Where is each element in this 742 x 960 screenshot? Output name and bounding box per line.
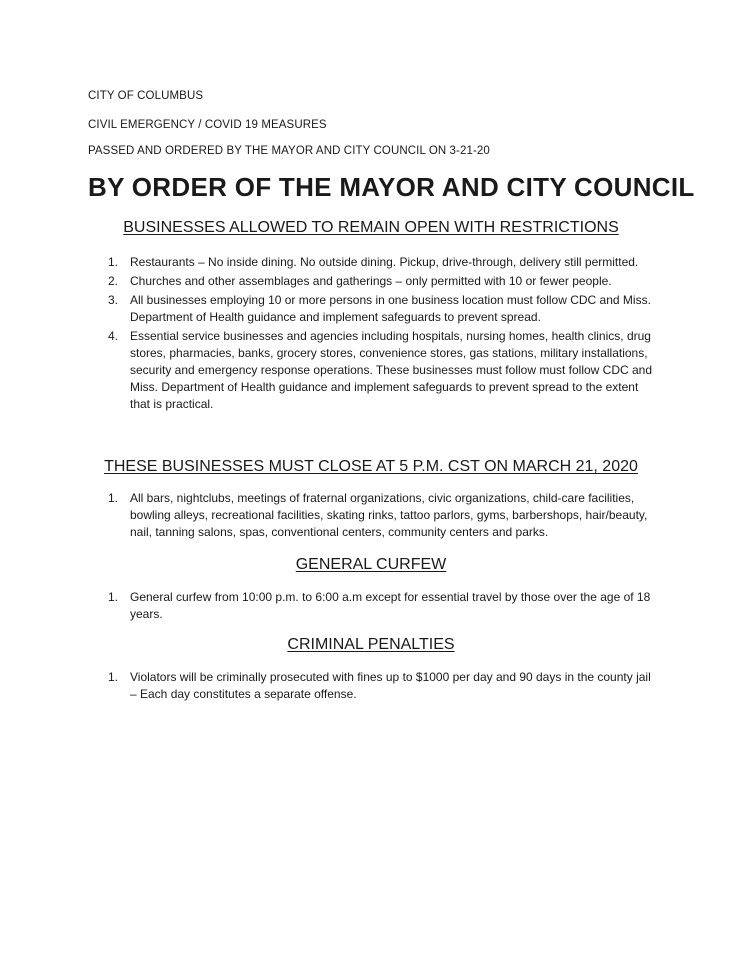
passed-date-line: PASSED AND ORDERED BY THE MAYOR AND CITY COUNCIL ON 3-21-20: [88, 145, 490, 157]
item-number: 4.: [108, 329, 119, 343]
item-number: 2.: [108, 274, 119, 288]
item-number: 1.: [108, 590, 119, 604]
item-number: 3.: [108, 293, 119, 307]
item-text: Violators will be criminally prosecuted with fines up to $1000 per day and 90 days in the county jail – Each day constitutes a separate offense.: [130, 670, 651, 701]
list-item: [108, 328, 660, 413]
list-item: [108, 254, 660, 271]
item-text: Churches and other assemblages and gatherings – only permitted with 10 or fewer people.: [130, 274, 612, 288]
main-title: BY ORDER OF THE MAYOR AND CITY COUNCIL: [88, 172, 695, 202]
item-text: Essential service businesses and agencies including hospitals, nursing homes, health clinics, drug stores, pharmacies, banks, grocery stores, convenience stores, gas stations, military installations, security and emergency response operations. These businesses must follow must follow CDC and Miss. Department of Health guidance and implement safeguards to prevent spread to the extent that is practical.: [130, 329, 653, 411]
list-item: [108, 273, 660, 290]
section-heading-must-close: THESE BUSINESSES MUST CLOSE AT 5 P.M. CST ON MARCH 21, 2020: [104, 458, 638, 475]
document-subject: CIVIL EMERGENCY / COVID 19 MEASURES: [88, 119, 327, 131]
section-heading-open-with-restrictions: BUSINESSES ALLOWED TO REMAIN OPEN WITH RESTRICTIONS: [123, 219, 619, 236]
section-heading-criminal-penalties: CRIMINAL PENALTIES: [287, 636, 455, 653]
open-with-restrictions-list: [108, 254, 660, 415]
list-item: [108, 669, 660, 703]
list-item: [108, 292, 660, 326]
item-text: All businesses employing 10 or more persons in one business location must follow CDC and Miss. Department of Health guidance and implement safeguards to prevent spread.: [130, 293, 651, 324]
must-close-list: [108, 490, 660, 543]
item-text: Restaurants – No inside dining. No outside dining. Pickup, drive-through, delivery still permitted.: [130, 255, 639, 269]
general-curfew-list: [108, 589, 660, 625]
item-number: 1.: [108, 255, 119, 269]
section-heading-general-curfew: GENERAL CURFEW: [295, 556, 447, 573]
item-number: 1.: [108, 670, 119, 684]
item-text: All bars, nightclubs, meetings of fraternal organizations, civic organizations, child-care facilities, bowling alleys, recreational facilities, skating rinks, tattoo parlors, gyms, barbershops, hair/beauty, nail, tanning salons, spas, conventional centers, community centers and parks.: [130, 491, 648, 539]
list-item: [108, 589, 660, 623]
item-text: General curfew from 10:00 p.m. to 6:00 a.m except for essential travel by those over the age of 18 years.: [130, 590, 651, 621]
item-number: 1.: [108, 491, 119, 505]
city-name: CITY OF COLUMBUS: [88, 90, 204, 102]
criminal-penalties-list: [108, 669, 660, 705]
list-item: [108, 490, 660, 541]
